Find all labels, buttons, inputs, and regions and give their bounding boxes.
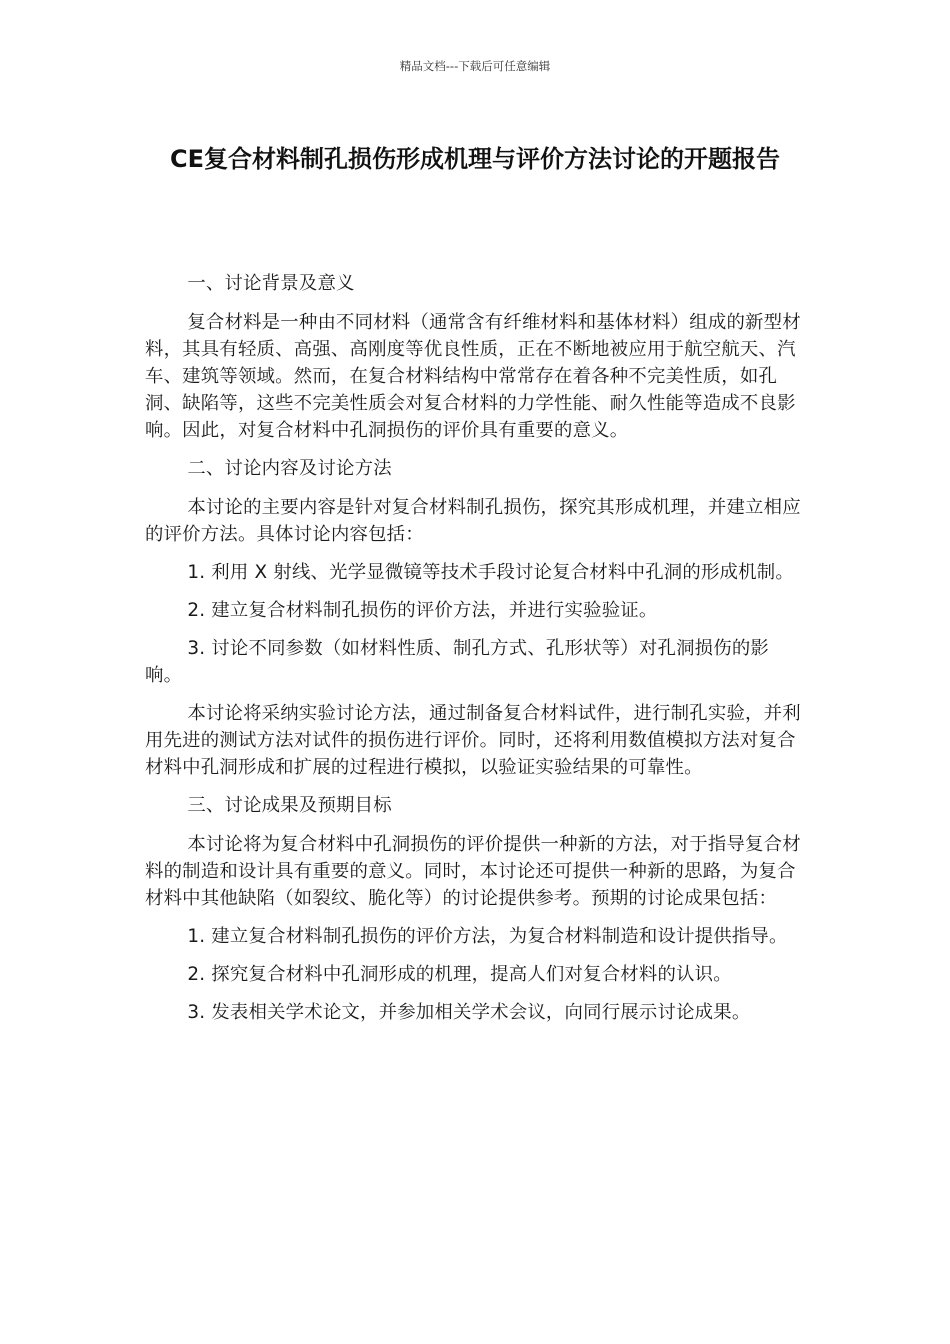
paragraph-content-intro: 本讨论的主要内容是针对复合材料制孔损伤，探究其形成机理，并建立相应的评价方法。具体讨论内容包括：: [145, 497, 801, 545]
header-note: 精品文档---下载后可任意编辑: [399, 59, 551, 73]
list-item-results-1: 1. 建立复合材料制孔损伤的评价方法，为复合材料制造和设计提供指导。: [187, 926, 788, 947]
paragraph-results-intro: 本讨论将为复合材料中孔洞损伤的评价提供一种新的方法，对于指导复合材料的制造和设计具有重要的意义。同时，本讨论还可提供一种新的思路，为复合材料中其他缺陷（如裂纹、脆化等）的讨论提供参考。预期的讨论成果包括：: [145, 834, 801, 909]
list-item-content-3: 3. 讨论不同参数（如材料性质、制孔方式、孔形状等）对孔洞损伤的影响。: [145, 638, 770, 686]
list-item-content-1: 1. 利用 X 射线、光学显微镜等技术手段讨论复合材料中孔洞的形成机制。: [187, 562, 794, 583]
list-item-results-3: 3. 发表相关学术论文，并参加相关学术会议，向同行展示讨论成果。: [187, 1002, 751, 1023]
paragraph-background: 复合材料是一种由不同材料（通常含有纤维材料和基体材料）组成的新型材料，其具有轻质、高强、高刚度等优良性质，正在不断地被应用于航空航天、汽车、建筑等领域。然而，在复合材料结构中常常存在着各种不完美性质，如孔洞、缺陷等，这些不完美性质会对复合材料的力学性能、耐久性能等造成不良影响。因此，对复合材料中孔洞损伤的评价具有重要的意义。: [145, 312, 801, 441]
list-item-content-2: 2. 建立复合材料制孔损伤的评价方法，并进行实验验证。: [187, 600, 658, 621]
document-body: [145, 270, 805, 1037]
section-heading-content-method: 二、讨论内容及讨论方法: [187, 458, 392, 479]
section-heading-background: 一、讨论背景及意义: [187, 273, 355, 294]
list-item-results-2: 2. 探究复合材料中孔洞形成的机理，提高人们对复合材料的认识。: [187, 964, 732, 985]
page-title: CE复合材料制孔损伤形成机理与评价方法讨论的开题报告: [169, 145, 780, 173]
paragraph-method: 本讨论将采纳实验讨论方法，通过制备复合材料试件，进行制孔实验，并利用先进的测试方法对试件的损伤进行评价。同时，还将利用数值模拟方法对复合材料中孔洞形成和扩展的过程进行模拟，以验证实验结果的可靠性。: [145, 703, 801, 778]
section-heading-results-goals: 三、讨论成果及预期目标: [187, 795, 392, 816]
